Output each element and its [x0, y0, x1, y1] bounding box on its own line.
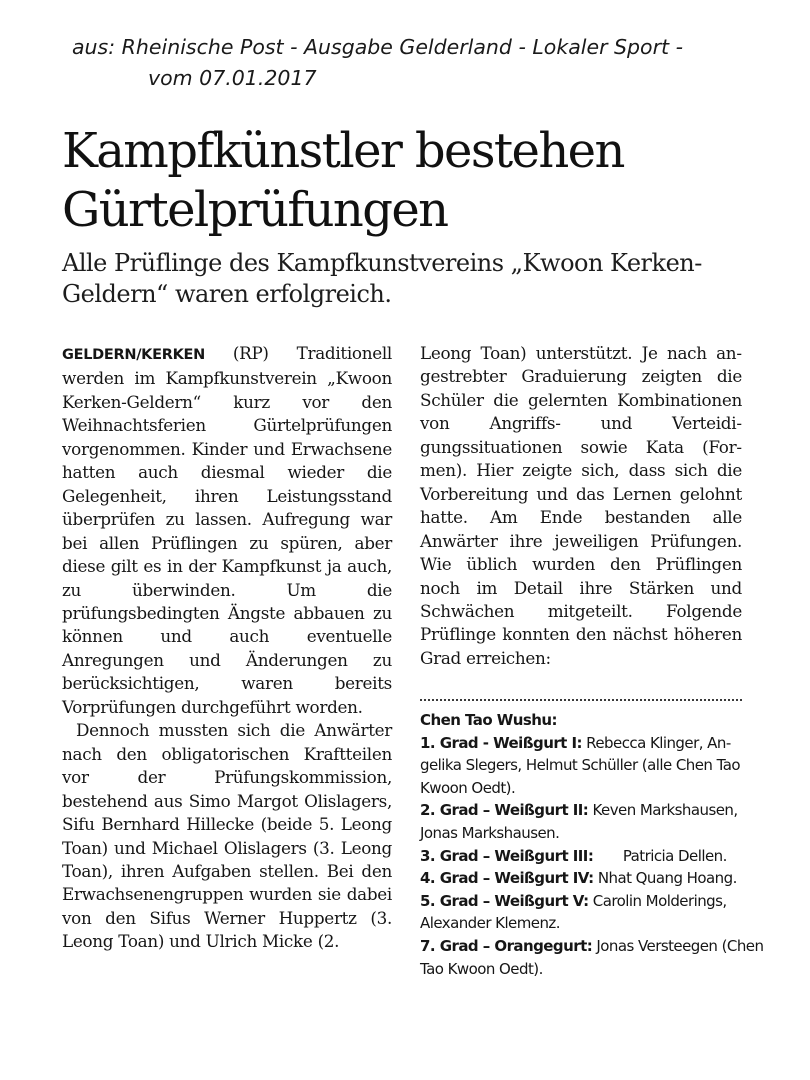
- result-names: Keven Markshausen, Jonas Markshausen.: [420, 801, 738, 842]
- club-heading: Chen Tao Wushu:: [420, 711, 557, 729]
- results-box: [420, 709, 765, 980]
- article-paragraph: Dennoch mussten sich die Anwärter nach den obligatorischen Kraftteilen vor der Prüfungskommission, bestehend aus Simo Margot Olislagers, Sifu Bernhard Hillecke (beide 5. Leong Toan) und Michael Olislagers (3. Leong Toan), ihren Aufgaben stellen. Bei den Erwachsenengruppen wurden sie dabei von den Sifus Werner Huppertz (3. Leong Toan) und Ulrich Micke (2.: [62, 720, 392, 952]
- result-entry: [420, 799, 765, 844]
- article-headline: Kampfkünstler bestehen Gürtelprüfungen: [62, 123, 624, 238]
- source-line-2: vom 07.01.2017: [148, 66, 317, 90]
- result-names: Rebecca Klinger, Angelika Slegers, Helmut Schüller (alle Chen Tao Kwoon Oedt).: [420, 733, 740, 797]
- result-entry: [420, 845, 765, 868]
- result-names: Nhat Quang Hoang.: [593, 869, 737, 888]
- result-entry: [420, 732, 765, 800]
- result-entry: [420, 935, 765, 980]
- dotted-divider: [420, 699, 742, 701]
- result-grade: 4. Grad – Weißgurt IV:: [420, 869, 594, 888]
- result-grade: 7. Grad – Orangegurt:: [420, 936, 593, 955]
- article-column-2: [420, 342, 742, 670]
- result-names: Carolin Molderings, Alexander Klemenz.: [420, 891, 727, 933]
- result-entry: [420, 890, 765, 935]
- result-names: Patricia Dellen.: [593, 846, 727, 865]
- dateline: GELDERN/KERKEN: [62, 347, 205, 363]
- article-paragraph: Leong Toan) unterstützt. Je nach angestrebter Graduierung zeigten die Schüler die gelernten Kombinationen von Angriffs- und Verteidigungssituationen sowie Kata (Formen). Hier zeigte sich, dass sich die Vorbereitung und das Lernen gelohnt hatte. Am Ende bestanden alle Anwärter ihre jeweiligen Prüfungen. Wie üblich wurden den Prüflingen noch im Detail ihre Stärken und Schwächen mitgeteilt. Folgende Prüflinge konnten den nächst höheren Grad erreichen:: [420, 343, 742, 668]
- source-line-1: aus: Rheinische Post - Ausgabe Gelderland - Lokaler Sport -: [72, 35, 683, 59]
- result-names: Jonas Versteegen (Chen Tao Kwoon Oedt).: [420, 936, 764, 978]
- paragraph-text: (RP) Traditionell werden im Kampfkunstverein „Kwoon Kerken-Geldern“ kurz vor den Weihnachtsferien Gürtelprüfungen vorgenommen. Kinder und Erwachsene hatten auch diesmal wieder die Gelegenheit, ihren Leistungsstand überprüfen zu lassen. Aufregung war bei allen Prüflingen zu spüren, aber diese gilt es in der Kampfkunst ja auch, zu überwinden. Um die prüfungsbedingten Ängste abbauen zu können und auch eventuelle Anregungen und Änderungen zu berücksichtigen, waren bereits Vorprüfungen durchgeführt worden.: [62, 343, 392, 717]
- article-column-1: [62, 342, 392, 954]
- result-grade: 1. Grad - Weißgurt I:: [420, 733, 582, 752]
- result-grade: 2. Grad – Weißgurt II:: [420, 801, 589, 820]
- result-entry: [420, 867, 765, 890]
- article-paragraph: [62, 342, 392, 719]
- result-grade: 5. Grad – Weißgurt V:: [420, 891, 589, 910]
- result-grade: 3. Grad – Weißgurt III:: [420, 846, 594, 865]
- article-subheadline: Alle Prüflinge des Kampfkunstvereins „Kwoon Kerken-Geldern“ waren erfolgreich.: [62, 249, 702, 308]
- source-note: [72, 32, 772, 94]
